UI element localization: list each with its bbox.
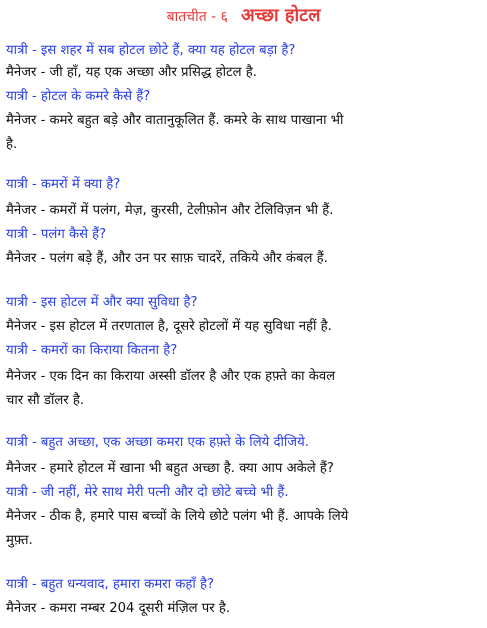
manager-line: मैनेजर - इस होटल में तरणताल है, दूसरे होटलों में यह सुविधा नहीं है.: [6, 319, 332, 334]
manager-line: मैनेजर - कमरे बहुत बड़े और वातानुकूलित हैं. कमरे के साथ पाखाना भी: [6, 113, 344, 128]
traveler-line: यात्री - इस शहर में सब होटल छोटे हैं, क्या यह होटल बड़ा है?: [6, 43, 296, 58]
manager-line: मैनेजर - जी हाँ, यह एक अच्छा और प्रसिद्ध होटल है.: [6, 65, 257, 80]
traveler-line: यात्री - बहुत धन्यवाद, हमारा कमरा कहाँ है?: [6, 577, 214, 592]
manager-line: मैनेजर - कमरा नम्बर 204 दूसरी मंज़िल पर है.: [6, 601, 231, 616]
traveler-line: यात्री - इस होटल में और क्या सुविधा है?: [6, 295, 198, 310]
manager-line-continuation: है.: [6, 137, 18, 152]
traveler-line: यात्री - होटल के कमरे कैसे हैं?: [6, 89, 151, 104]
page-title: [0, 3, 487, 27]
manager-line-continuation: मुफ़्त.: [6, 533, 33, 548]
traveler-line: यात्री - जी नहीं, मेरे साथ मेरी पत्नी और दो छोटे बच्चे भी हैं.: [6, 485, 289, 500]
traveler-line: यात्री - कमरों में क्या है?: [6, 177, 121, 192]
traveler-line: यात्री - कमरों का किराया कितना है?: [6, 343, 178, 358]
traveler-line: यात्री - पलंग कैसे हैं?: [6, 227, 107, 242]
traveler-line: यात्री - बहुत अच्छा, एक अच्छा कमरा एक हफ़्ते के लिये दीजिये.: [6, 435, 309, 450]
manager-line: मैनेजर - हमारे होटल में खाना भी बहुत अच्छा है. क्या आप अकेले हैं?: [6, 461, 334, 476]
lesson-number: बातचीत - ६: [166, 9, 228, 25]
manager-line: मैनेजर - ठीक है, हमारे पास बच्चों के लिये छोटे पलंग भी हैं. आपके लिये: [6, 509, 349, 524]
manager-line-continuation: चार सौ डॉलर है.: [6, 393, 85, 408]
manager-line: मैनेजर - पलंग बड़े हैं, और उन पर साफ़ चादरें, तकिये और कंबल हैं.: [6, 251, 328, 266]
manager-line: मैनेजर - कमरों में पलंग, मेज़, कुरसी, टेलीफ़ोन और टेलिविज़न भी हैं.: [6, 203, 334, 218]
manager-line: मैनेजर - एक दिन का किराया अस्सी डॉलर है और एक हफ़्ते का केवल: [6, 369, 336, 384]
lesson-title: अच्छा होटल: [241, 5, 321, 26]
